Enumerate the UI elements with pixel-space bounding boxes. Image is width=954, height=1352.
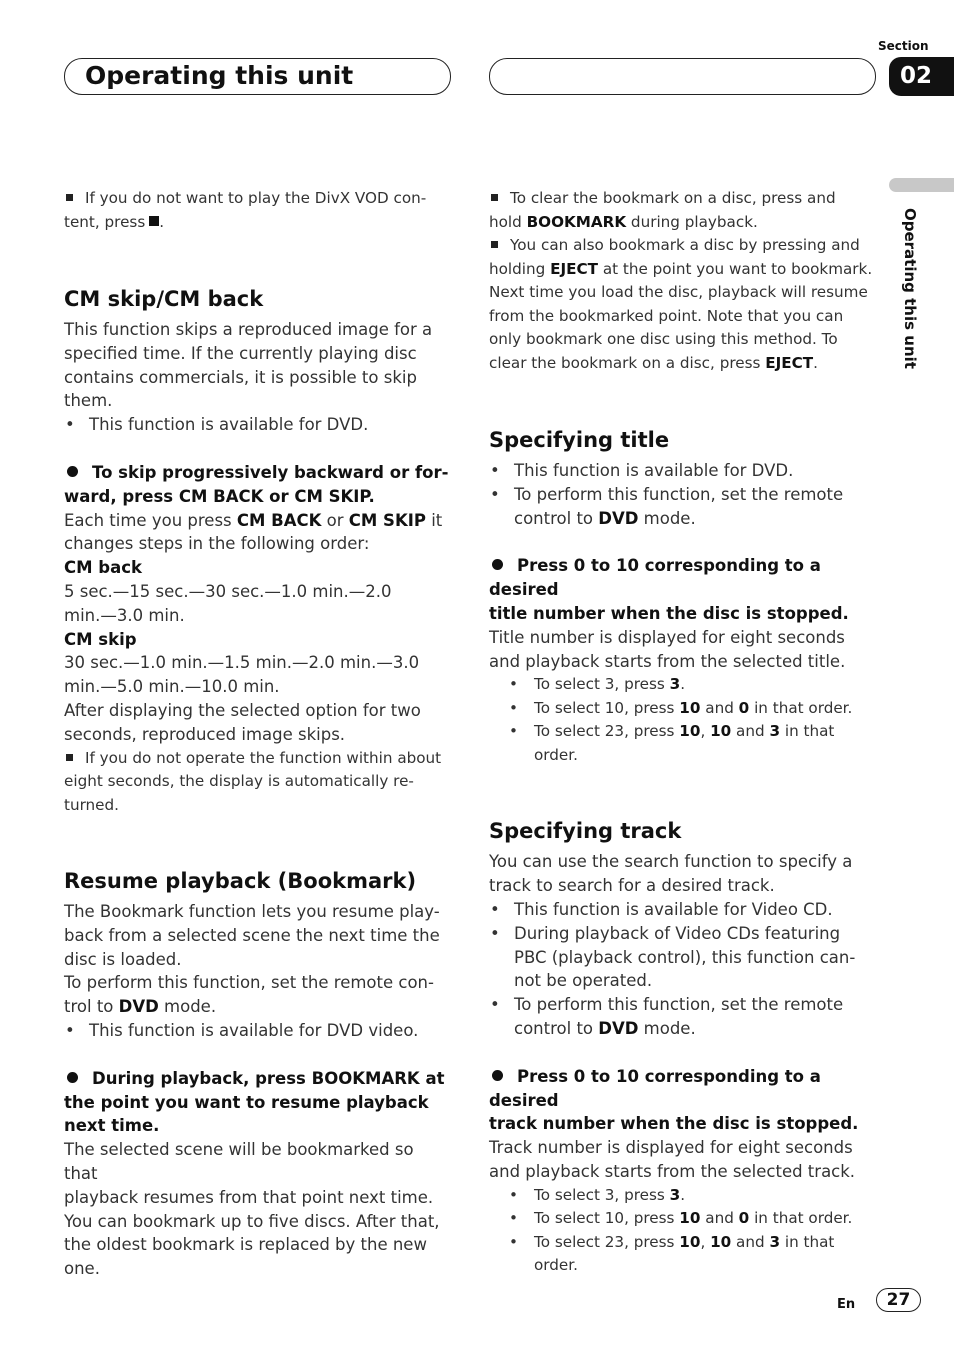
title-heading: Specifying title <box>489 428 670 452</box>
right-column <box>489 187 877 1278</box>
cm-note: If you do not operate the function within about eight seconds, the display is automatically re- turned. <box>64 748 442 814</box>
track-example-10: • To select 10, press 10 and 0 in that order. <box>489 1207 877 1231</box>
bookmark-bullet: • This function is available for DVD video. <box>64 1019 452 1043</box>
page-title: Operating this unit <box>85 61 354 90</box>
note-square-icon <box>491 194 498 201</box>
title-example-23: • To select 23, press 10, 10 and 3 in that order. <box>489 720 877 767</box>
note-square-icon <box>491 241 498 248</box>
clear-bookmark-note: To clear the bookmark on a disc, press and hold BOOKMARK during playback. <box>489 189 836 231</box>
side-tab-marker <box>889 178 954 192</box>
cm-skip-label: CM skip <box>64 629 137 649</box>
track-bullet-remote: • To perform this function, set the remote control to DVD mode. <box>489 993 877 1041</box>
bookmark-intro: The Bookmark function lets you resume play- back from a selected scene the next time the disc is loaded. <box>64 902 440 969</box>
bookmark-heading: Resume playback (Bookmark) <box>64 869 417 894</box>
bookmark-remote: To perform this function, set the remote con- trol to DVD mode. <box>64 973 434 1017</box>
cm-heading: CM skip/CM back <box>64 287 264 311</box>
left-column <box>64 187 452 1281</box>
step-bullet-icon <box>492 1070 503 1081</box>
cm-intro: This function skips a reproduced image for a specified time. If the currently playing disc contains commercials, it is possible to skip them. <box>64 320 433 411</box>
title-step: Press 0 to 10 corresponding to a desired title number when the disc is stopped. <box>489 556 849 623</box>
section-label: Section <box>878 39 929 53</box>
track-example-3: • To select 3, press 3. <box>489 1184 877 1208</box>
track-bullet-pbc: • During playback of Video CDs featuring PBC (playback control), this function can- not be operated. <box>489 922 877 993</box>
page-number: 27 <box>876 1288 921 1312</box>
header-empty-box <box>489 58 876 95</box>
track-bullet-vcd: • This function is available for Video CD. <box>489 898 877 922</box>
cm-back-label: CM back <box>64 558 142 578</box>
title-bullet-dvd: • This function is available for DVD. <box>489 459 877 483</box>
cm-bullet: • This function is available for DVD. <box>64 413 452 437</box>
bookmark-step: During playback, press BOOKMARK at the point you want to resume playback next time. <box>64 1068 445 1136</box>
step-bullet-icon <box>492 559 503 570</box>
page-language: En <box>837 1297 856 1312</box>
cm-step: To skip progressively backward or for- ward, press CM BACK or CM SKIP. <box>64 462 449 506</box>
title-example-10: • To select 10, press 10 and 0 in that order. <box>489 697 877 721</box>
title-desc: Title number is displayed for eight seconds and playback starts from the selected title. <box>489 627 846 671</box>
step-bullet-icon <box>67 466 78 477</box>
cm-back-steps: 5 sec.—15 sec.—30 sec.—1.0 min.—2.0 min.—3.0 min. <box>64 581 392 625</box>
header-title-box <box>64 58 451 95</box>
note-square-icon <box>66 754 73 761</box>
divx-note: If you do not want to play the DivX VOD con- tent, press . <box>64 189 427 231</box>
track-example-23: • To select 23, press 10, 10 and 3 in that order. <box>489 1231 877 1278</box>
title-bullet-remote: • To perform this function, set the remote control to DVD mode. <box>489 483 877 531</box>
track-intro: You can use the search function to specify a track to search for a desired track. <box>489 852 853 896</box>
track-step: Press 0 to 10 corresponding to a desired track number when the disc is stopped. <box>489 1066 859 1134</box>
side-section-label: Operating this unit <box>901 208 919 369</box>
step-bullet-icon <box>67 1072 78 1083</box>
cm-after: After displaying the selected option for two seconds, reproduced image skips. <box>64 700 421 744</box>
note-square-icon <box>66 194 73 201</box>
title-example-3: • To select 3, press 3. <box>489 673 877 697</box>
track-desc: Track number is displayed for eight seconds and playback starts from the selected track. <box>489 1138 856 1181</box>
cm-each-time: Each time you press CM BACK or CM SKIP it changes steps in the following order: <box>64 510 443 554</box>
stop-icon <box>149 216 159 226</box>
cm-skip-steps: 30 sec.—1.0 min.—1.5 min.—2.0 min.—3.0 min.—5.0 min.—10.0 min. <box>64 653 420 697</box>
bookmark-desc: The selected scene will be bookmarked so that playback resumes from that point next time. You can bookmark up to five discs. After that, the oldest bookmark is replaced by the new one. <box>64 1140 440 1279</box>
eject-bookmark-note: You can also bookmark a disc by pressing and holding EJECT at the point you want to bookmark. Next time you load the disc, playback will resume from the bookmarked point. Note that you can only bookmark one disc using this method. To clear the bookmark on a disc, press EJECT. <box>489 236 873 372</box>
section-number-badge: 02 <box>889 57 954 96</box>
track-heading: Specifying track <box>489 819 682 844</box>
